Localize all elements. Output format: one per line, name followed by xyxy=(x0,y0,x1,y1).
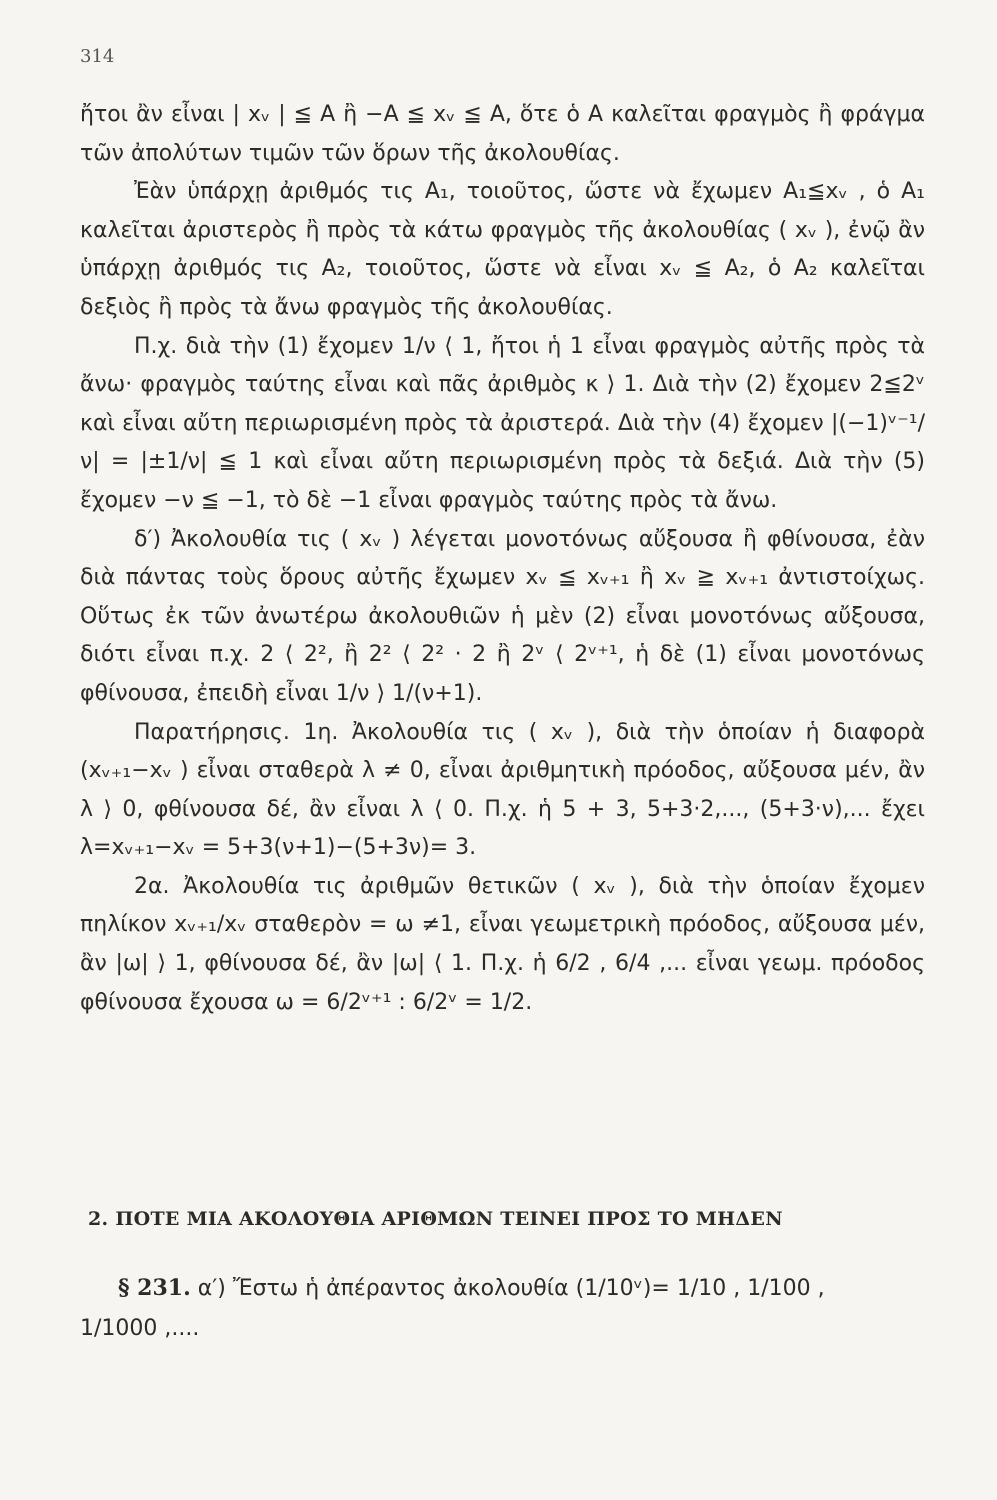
section-number: § 231. xyxy=(118,1275,191,1301)
paragraph-4: δ′) Ἀκολουθία τις ( xᵥ ) λέγεται μονοτόνως αὔξουσα ἢ φθίνουσα, ἐὰν διὰ πάντας τοὺς ὅρους αὐτῆς ἔχωμεν xᵥ ≦ xᵥ₊₁ ἢ xᵥ ≧ xᵥ₊₁ ἀντιστοίχως. Οὕτως ἐκ τῶν ἀνωτέρω ἀκολουθιῶν ἡ μὲν (2) εἶναι μονοτόνως αὔξουσα, διότι εἶναι π.χ. 2 ⟨ 2², ἢ 2² ⟨ 2² · 2 ἢ 2ᵛ ⟨ 2ᵛ⁺¹, ἡ δὲ (1) εἶναι μονοτόνως φθίνουσα, ἐπειδὴ εἶναι 1/ν ⟩ 1/(ν+1). xyxy=(80,526,925,706)
section-first-line xyxy=(80,1268,925,1309)
paragraph-3: Π.χ. διὰ τὴν (1) ἔχομεν 1/ν ⟨ 1, ἤτοι ἡ 1 εἶναι φραγμὸς αὐτῆς πρὸς τὰ ἄνω· φραγμὸς ταύτης εἶναι καὶ πᾶς ἀριθμὸς κ ⟩ 1. Διὰ τὴν (2) ἔχομεν 2≦2ᵛ καὶ εἶναι αὔτη περιωρισμένη πρὸς τὰ ἀριστερά. Διὰ τὴν (4) ἔχομεν |(−1)ᵛ⁻¹/ν| = |±1/ν| ≦ 1 καὶ εἶναι αὔτη περιωρισμένη πρὸς τὰ δεξιά. Διὰ τὴν (5) ἔχομεν −ν ≦ −1, τὸ δὲ −1 εἶναι φραγμὸς ταύτης πρὸς τὰ ἄνω. xyxy=(80,333,925,513)
page-number: 314 xyxy=(80,46,115,67)
paragraph-remark-1: Παρατήρησις. 1η. Ἀκολουθία τις ( xᵥ ), διὰ τὴν ὁποίαν ἡ διαφορὰ (xᵥ₊₁−xᵥ ) εἶναι σταθερὰ λ ≠ 0, εἶναι ἀριθμητικὴ πρόοδος, αὔξουσα μέν, ἂν λ ⟩ 0, φθίνουσα δέ, ἂν εἶναι λ ⟨ 0. Π.χ. ἡ 5 + 3, 5+3·2,..., (5+3·ν),... ἔχει λ=xᵥ₊₁−xᵥ = 5+3(ν+1)−(5+3ν)= 3. xyxy=(80,719,925,861)
paragraph-remark-2: 2α. Ἀκολουθία τις ἀριθμῶν θετικῶν ( xᵥ ), διὰ τὴν ὁποίαν ἔχομεν πηλίκον xᵥ₊₁/xᵥ σταθερὸν = ω ≠1, εἶναι γεωμετρικὴ πρόοδος, αὔξουσα μέν, ἂν |ω| ⟩ 1, φθίνουσα δέ, ἂν |ω| ⟨ 1. Π.χ. ἡ 6/2 , 6/4 ,... εἶναι γεωμ. πρόοδος φθίνουσα ἔχουσα ω = 6/2ᵛ⁺¹ : 6/2ᵛ = 1/2. xyxy=(80,873,925,1015)
section-continuation: 1/1000 ,.... xyxy=(80,1316,200,1341)
section-heading: 2. ΠΟΤΕ ΜΙΑ ΑΚΟΛΟΥΘΙΑ ΑΡΙΘΜΩΝ ΤΕΙΝΕΙ ΠΡΟΣ ΤΟ ΜΗΔΕΝ xyxy=(88,1208,783,1230)
paragraph-1: ἤτοι ἂν εἶναι | xᵥ | ≦ A ἢ −A ≦ xᵥ ≦ A, ὅτε ὁ A καλεῖται φραγμὸς ἢ φράγμα τῶν ἀπολύτων τιμῶν τῶν ὅρων τῆς ἀκολουθίας. xyxy=(80,102,925,166)
section-231 xyxy=(80,1268,925,1349)
paragraph-2: Ἐὰν ὑπάρχῃ ἀριθμός τις A₁, τοιοῦτος, ὥστε νὰ ἔχωμεν A₁≦xᵥ , ὁ A₁ καλεῖται ἀριστερὸς ἢ πρὸς τὰ κάτω φραγμὸς τῆς ἀκολουθίας ( xᵥ ), ἐνῷ ἂν ὑπάρχῃ ἀριθμός τις A₂, τοιοῦτος, ὥστε νὰ εἶναι xᵥ ≦ A₂, ὁ A₂ καλεῖται δεξιὸς ἢ πρὸς τὰ ἄνω φραγμὸς τῆς ἀκολουθίας. xyxy=(80,179,925,320)
main-text xyxy=(80,96,925,1022)
section-text: α′) Ἔστω ἡ ἀπέραντος ἀκολουθία (1/10ᵛ)= 1/10 , 1/100 , xyxy=(197,1276,825,1301)
